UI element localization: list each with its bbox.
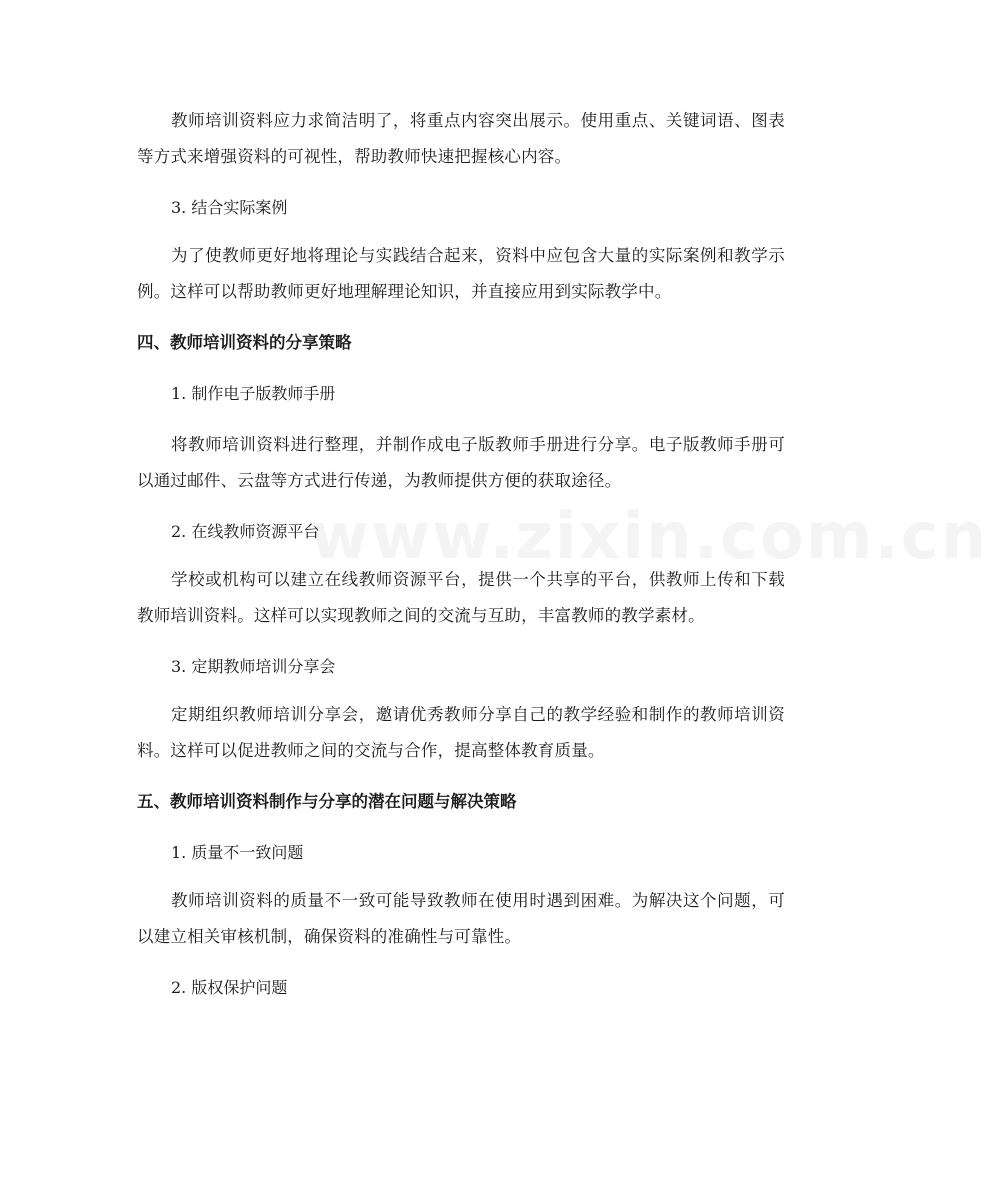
section-heading-problems-solutions: 五、教师培训资料制作与分享的潜在问题与解决策略 — [137, 792, 517, 811]
list-item-online-platform: 2. 在线教师资源平台 — [171, 522, 320, 541]
paragraph-ebook-handbook: 将教师培训资料进行整理，并制作成电子版教师手册进行分享。电子版教师手册可以通过邮件、云盘等方式进行传递，为教师提供方便的获取途径。 — [137, 435, 785, 490]
section-heading-sharing-strategy: 四、教师培训资料的分享策略 — [137, 333, 352, 352]
paragraph-online-platform: 学校或机构可以建立在线教师资源平台，提供一个共享的平台，供教师上传和下载教师培训资料。这样可以实现教师之间的交流与互助，丰富教师的教学素材。 — [137, 570, 785, 625]
paragraph-real-cases: 为了使教师更好地将理论与实践结合起来，资料中应包含大量的实际案例和教学示例。这样可以帮助教师更好地理解理论知识，并直接应用到实际教学中。 — [137, 246, 785, 301]
list-item-copyright-issue: 2. 版权保护问题 — [171, 978, 288, 997]
paragraph-clarity: 教师培训资料应力求简洁明了，将重点内容突出展示。使用重点、关键词语、图表等方式来增强资料的可视性，帮助教师快速把握核心内容。 — [137, 111, 785, 166]
list-item-sharing-meeting: 3. 定期教师培训分享会 — [171, 657, 336, 676]
paragraph-quality-issue: 教师培训资料的质量不一致可能导致教师在使用时遇到困难。为解决这个问题，可以建立相关审核机制，确保资料的准确性与可靠性。 — [137, 891, 785, 946]
paragraph-sharing-meeting: 定期组织教师培训分享会，邀请优秀教师分享自己的教学经验和制作的教师培训资料。这样可以促进教师之间的交流与合作，提高整体教育质量。 — [137, 705, 785, 760]
list-item-ebook-handbook: 1. 制作电子版教师手册 — [171, 384, 336, 403]
list-item-real-cases: 3. 结合实际案例 — [171, 198, 288, 217]
watermark: www.zixin.com.cn — [310, 500, 988, 574]
list-item-quality-issue: 1. 质量不一致问题 — [171, 843, 304, 862]
